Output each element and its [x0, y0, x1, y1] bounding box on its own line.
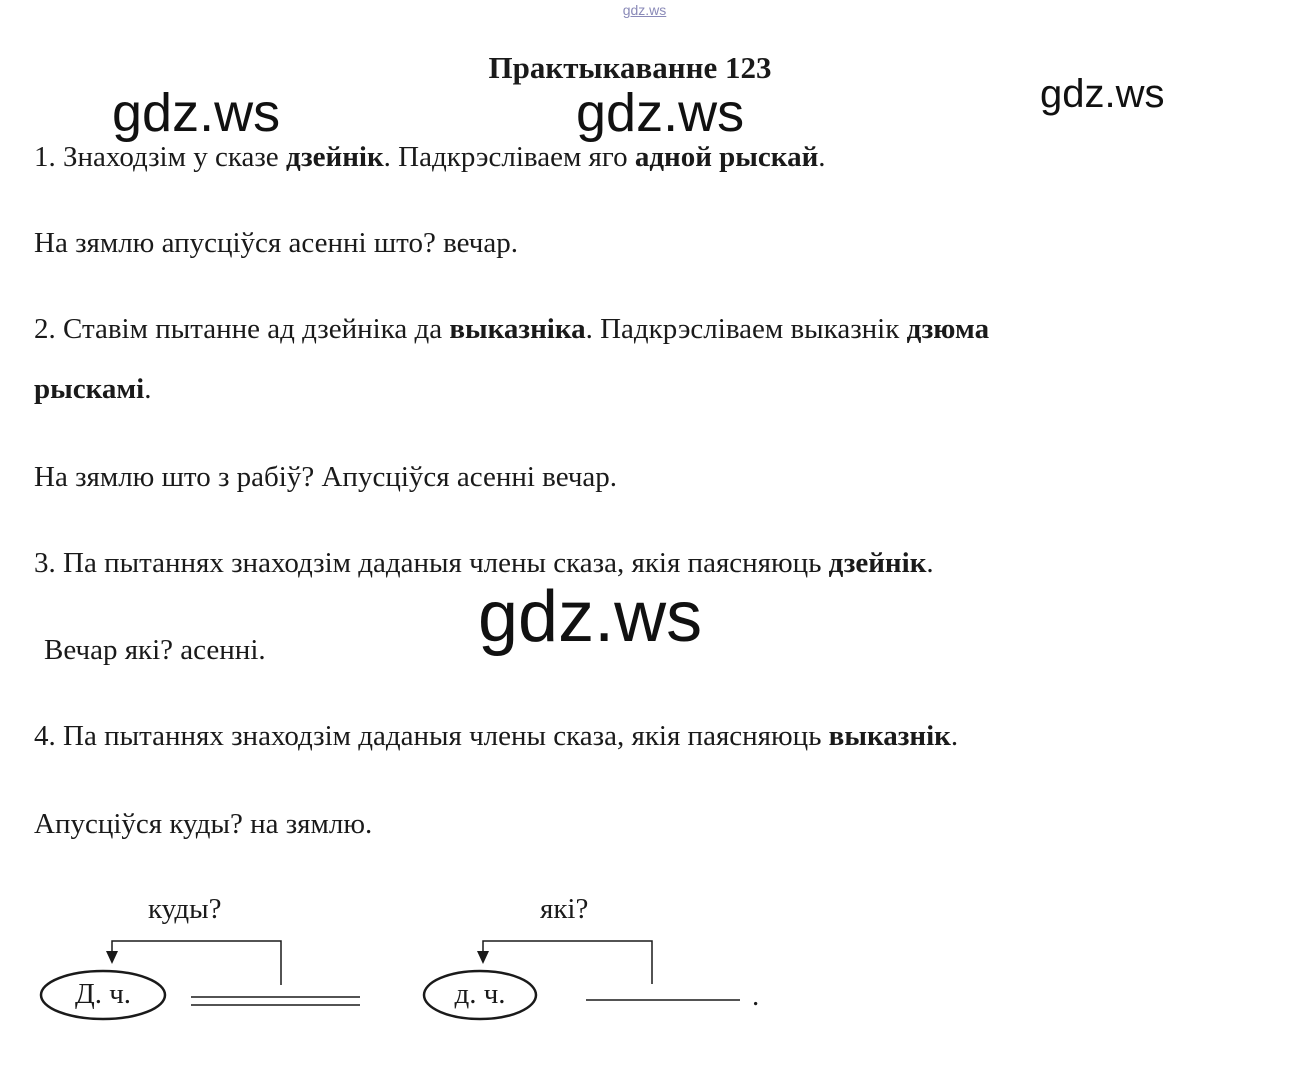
step-1-instruction: 1. Знаходзім у сказе дзейнік. Падкрэсліваем яго адной рыскай.: [34, 141, 826, 173]
question-left: куды?: [148, 893, 222, 925]
step-4-answer: Апусціўся куды? на зямлю.: [34, 808, 373, 840]
step-1-answer: На зямлю апусціўся асенні што? вечар.: [34, 227, 518, 259]
oval-left-label: Д. ч.: [74, 978, 132, 1010]
step-3-answer: Вечар які? асенні.: [44, 634, 266, 666]
step-3-instruction: 3. Па пытаннях знаходзім даданыя члены сказа, якія паясняюць дзейнік.: [34, 547, 934, 579]
step-2-instruction-cont: рыскамі.: [34, 373, 152, 405]
step-4-instruction: 4. Па пытаннях знаходзім даданыя члены сказа, якія паясняюць выказнік.: [34, 720, 959, 752]
question-right: які?: [540, 893, 589, 925]
watermark-logo: gdz.ws: [1040, 72, 1165, 116]
source-watermark-top: gdz.ws: [622, 2, 667, 18]
watermark-logo: gdz.ws: [576, 83, 745, 143]
step-2-answer: На зямлю што з рабіў? Апусціўся асенні вечар.: [34, 461, 618, 493]
page-title: Практыкаванне 123: [488, 50, 772, 85]
step-2-instruction: 2. Ставім пытанне ад дзейніка да выказніка. Падкрэсліваем выказнік дзюма: [34, 313, 990, 345]
scheme-end-mark: .: [752, 980, 760, 1012]
watermark-logo: gdz.ws: [112, 83, 281, 143]
watermark-logo: gdz.ws: [478, 577, 703, 657]
oval-right-label: д. ч.: [454, 978, 506, 1010]
